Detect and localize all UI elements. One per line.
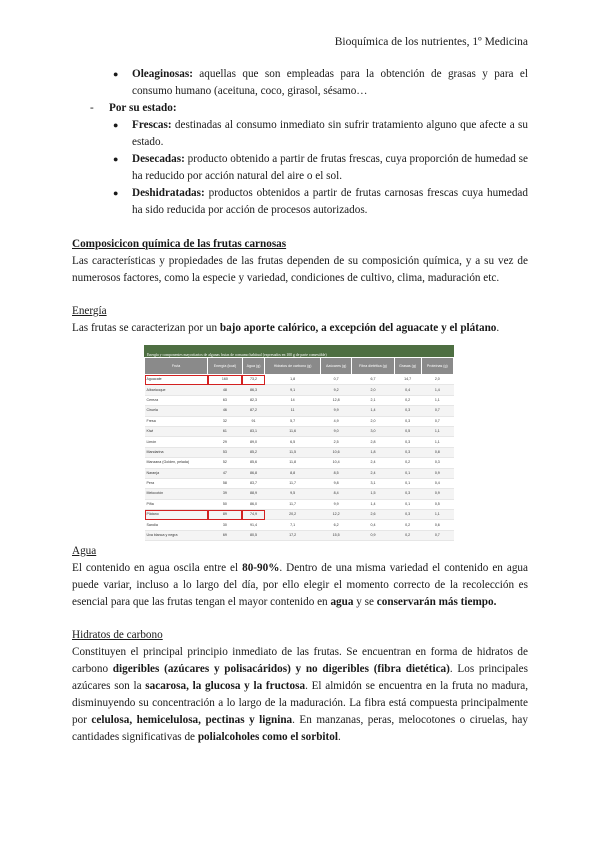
table-cell: 0,3 <box>394 489 421 499</box>
fruit-name-cell: Aguacate <box>145 375 208 385</box>
table-row <box>145 520 454 530</box>
table-cell: 1,4 <box>421 385 453 395</box>
table-cell: 1,1 <box>421 437 453 447</box>
table-cell: 1,1 <box>421 426 453 436</box>
fruit-composition-table <box>144 357 454 541</box>
table-cell: 11,7 <box>265 499 320 509</box>
table-cell: 30 <box>208 520 242 530</box>
table-cell: 0,6 <box>421 520 453 530</box>
table-cell: 14 <box>265 395 320 405</box>
table-cell: 47 <box>208 468 242 478</box>
col-header: Hidratos de carbono (g) <box>265 358 320 375</box>
hidratos-heading: Hidratos de carbono <box>72 629 163 641</box>
table-caption: Energía y componentes mayoritarios de algunas frutas de consumo habitual (expresados en 100 g de parte comestible) <box>144 345 454 357</box>
table-cell: 0,1 <box>394 478 421 488</box>
table-cell: 80,5 <box>242 530 265 540</box>
table-cell: 2,6 <box>352 510 394 520</box>
table-cell: 11,5 <box>265 447 320 457</box>
table-cell: 0,3 <box>394 447 421 457</box>
table-cell: 8,8 <box>265 468 320 478</box>
fruit-name-cell: Plátano <box>145 510 208 520</box>
table-cell: 2,4 <box>352 468 394 478</box>
fruit-name-cell: Melocotón <box>145 489 208 499</box>
table-row <box>145 426 454 436</box>
table-row <box>145 416 454 426</box>
fruit-name-cell: Piña <box>145 499 208 509</box>
table-cell: 0,3 <box>394 510 421 520</box>
list-item: ● Oleaginosas: aquellas que son empleadas para la obtención de grasas y para el consumo humano (aceituna, coco, girasol, sésamo… <box>72 66 528 100</box>
table-row <box>145 458 454 468</box>
table-cell: 2,5 <box>320 437 352 447</box>
table-cell: 0,7 <box>421 406 453 416</box>
table-cell: 88,9 <box>242 489 265 499</box>
table-row <box>145 385 454 395</box>
col-header: Fibra dietética (g) <box>352 358 394 375</box>
table-cell: 9,2 <box>320 385 352 395</box>
table-cell: 52 <box>208 458 242 468</box>
table-cell: 0,2 <box>394 395 421 405</box>
table-cell: 89,0 <box>242 437 265 447</box>
table-cell: 9,9 <box>320 406 352 416</box>
por-estado-heading: - Por su estado: <box>72 100 528 117</box>
table-cell: 91,4 <box>242 520 265 530</box>
table-cell: 61 <box>208 426 242 436</box>
table-cell: 1,4 <box>352 499 394 509</box>
table-cell: 86,3 <box>242 385 265 395</box>
fruit-name-cell: Cereza <box>145 395 208 405</box>
table-row <box>145 478 454 488</box>
table-cell: 0,2 <box>394 458 421 468</box>
table-cell: 32 <box>208 416 242 426</box>
list-item: ● Desecadas: producto obtenido a partir de frutas frescas, cuya proporción de humedad se ha reducido por acción natural del aire o el sol. <box>72 151 528 185</box>
table-cell: 1,1 <box>421 395 453 405</box>
table-cell: 0,3 <box>394 406 421 416</box>
table-cell: 2,8 <box>352 437 394 447</box>
table-cell: 9,1 <box>265 385 320 395</box>
table-cell: 0,9 <box>421 468 453 478</box>
table-row <box>145 510 454 520</box>
table-cell: 15,5 <box>320 530 352 540</box>
table-cell: 1,8 <box>352 447 394 457</box>
table-cell: 2,0 <box>352 416 394 426</box>
table-cell: 86,8 <box>242 468 265 478</box>
table-row <box>145 375 454 385</box>
table-cell: 2,4 <box>352 458 394 468</box>
table-cell: 0,2 <box>394 520 421 530</box>
table-cell: 3,0 <box>352 426 394 436</box>
fruit-name-cell: Mandarina <box>145 447 208 457</box>
table-cell: 48 <box>208 385 242 395</box>
table-cell: 8,5 <box>320 468 352 478</box>
col-header: Agua (g) <box>242 358 265 375</box>
col-header: Proteínas (g) <box>421 358 453 375</box>
table-cell: 6,2 <box>320 520 352 530</box>
table-cell: 2,1 <box>352 395 394 405</box>
table-cell: 0,1 <box>394 468 421 478</box>
fruit-name-cell: Uva blanca y negra <box>145 530 208 540</box>
oleaginosas-list <box>72 66 528 100</box>
table-cell: 46 <box>208 406 242 416</box>
table-header-row <box>145 358 454 375</box>
table-cell: 69 <box>208 530 242 540</box>
table-cell: 73,2 <box>242 375 265 385</box>
agua-paragraph: El contenido en agua oscila entre el 80-90%. Dentro de una misma variedad el contenido en agua puede variar, incluso a lo largo del día, por ello elegir el momento correcto de la recolección es esencial para que las frutas tengan el mayor contenido en agua y se conservarán más tiempo. <box>72 562 528 608</box>
table-cell: 50 <box>208 499 242 509</box>
table-cell: 4,9 <box>320 416 352 426</box>
table-cell: 11,6 <box>265 426 320 436</box>
table-cell: 0,4 <box>352 520 394 530</box>
table-cell: 53 <box>208 447 242 457</box>
list-item: ● Deshidratadas: productos obtenidos a partir de frutas carnosas frescas cuya humedad ha sido reducida por acción de procesos autorizados. <box>72 185 528 219</box>
table-cell: 6,7 <box>352 375 394 385</box>
table-cell: 87,2 <box>242 406 265 416</box>
table-cell: 9,5 <box>265 489 320 499</box>
fruit-name-cell: Albaricoque <box>145 385 208 395</box>
table-row <box>145 447 454 457</box>
fruit-name-cell: Manzana (Golden, pelada) <box>145 458 208 468</box>
table-cell: 11,7 <box>265 478 320 488</box>
table-cell: 74,9 <box>242 510 265 520</box>
table-row <box>145 437 454 447</box>
table-row <box>145 406 454 416</box>
table-cell: 17,2 <box>265 530 320 540</box>
table-cell: 6,5 <box>265 437 320 447</box>
document-body <box>72 66 528 746</box>
energia-paragraph: Las frutas se caracterizan por un bajo aporte calórico, a excepción del aguacate y el plátano. <box>72 322 500 334</box>
table-cell: 2,0 <box>352 385 394 395</box>
table-cell: 3,1 <box>352 478 394 488</box>
table-cell: 0,8 <box>421 447 453 457</box>
table-cell: 0,3 <box>421 458 453 468</box>
table-row <box>145 489 454 499</box>
table-cell: 12,8 <box>320 395 352 405</box>
col-header: Grasas (g) <box>394 358 421 375</box>
table-cell: 9,9 <box>320 499 352 509</box>
page-header: Bioquímica de los nutrientes, 1º Medicina <box>334 36 528 48</box>
table-cell: 9,0 <box>320 426 352 436</box>
table-cell: 20,2 <box>265 510 320 520</box>
hidratos-paragraph: Constituyen el principal principio inmediato de las frutas. Se encuentran en forma de hidratos de carbono digeribles (azúcares y polisacáridos) y no digeribles (fibra dietética). Los principales azúcares son la sacarosa, la glucosa y la fructosa. El almidón se encuentra en la fruta no madura, disminuyendo su concentración a lo largo de la maduración. La fibra está compuesta principalmente por celulosa, hemicelulosa, pectinas y lignina. En manzanas, peras, melocotones o ciruelas, hay cantidades significativas de polialcoholes como el sorbitol. <box>72 646 529 743</box>
table-cell: 11,8 <box>265 458 320 468</box>
table-cell: 0,7 <box>421 530 453 540</box>
table-cell: 8,4 <box>320 489 352 499</box>
table-cell: 5,7 <box>265 416 320 426</box>
table-cell: 0,5 <box>394 426 421 436</box>
table-cell: 10,4 <box>320 458 352 468</box>
table-cell: 1,1 <box>421 510 453 520</box>
col-header: Fruta <box>145 358 208 375</box>
table-cell: 0,7 <box>320 375 352 385</box>
table-cell: 91 <box>242 416 265 426</box>
table-row <box>145 468 454 478</box>
table-cell: 1,8 <box>265 375 320 385</box>
table-cell: 83,7 <box>242 478 265 488</box>
table-cell: 0,5 <box>421 499 453 509</box>
table-cell: 0,3 <box>394 437 421 447</box>
table-cell: 85,2 <box>242 447 265 457</box>
fruit-name-cell: Ciruela <box>145 406 208 416</box>
fruit-name-cell: Sandía <box>145 520 208 530</box>
table-cell: 29 <box>208 437 242 447</box>
col-header: Energía (kcal) <box>208 358 242 375</box>
agua-heading: Agua <box>72 545 97 557</box>
fruit-name-cell: Fresa <box>145 416 208 426</box>
fruit-name-cell: Limón <box>145 437 208 447</box>
fruit-name-cell: Kiwi <box>145 426 208 436</box>
table-cell: 0,9 <box>352 530 394 540</box>
estado-list <box>72 117 528 219</box>
col-header: Azúcares (g) <box>320 358 352 375</box>
table-row <box>145 530 454 540</box>
table-cell: 0,4 <box>421 478 453 488</box>
table-cell: 11 <box>265 406 320 416</box>
fruit-name-cell: Naranja <box>145 468 208 478</box>
composicion-paragraph: Las características y propiedades de las frutas dependen de su composición química, y a su vez de numerosos factores, como la especie y variedad, condiciones de cultivo, clima, maduración etc. <box>72 255 528 284</box>
table-cell: 83,1 <box>242 426 265 436</box>
table-cell: 63 <box>208 395 242 405</box>
table-cell: 85,6 <box>242 458 265 468</box>
table-cell: 0,9 <box>421 489 453 499</box>
table-cell: 160 <box>208 375 242 385</box>
table-cell: 7,1 <box>265 520 320 530</box>
table-cell: 10,6 <box>320 447 352 457</box>
energia-heading: Energía <box>72 305 107 317</box>
table-cell: 14,7 <box>394 375 421 385</box>
table-cell: 0,2 <box>394 530 421 540</box>
fruit-name-cell: Pera <box>145 478 208 488</box>
table-cell: 2,0 <box>421 375 453 385</box>
table-cell: 9,8 <box>320 478 352 488</box>
table-cell: 86,0 <box>242 499 265 509</box>
table-cell: 1,5 <box>352 489 394 499</box>
table-body <box>145 375 454 541</box>
table-cell: 58 <box>208 478 242 488</box>
table-cell: 39 <box>208 489 242 499</box>
table-cell: 0,3 <box>394 416 421 426</box>
table-cell: 0,4 <box>394 385 421 395</box>
table-row <box>145 499 454 509</box>
table-cell: 1,4 <box>352 406 394 416</box>
table-cell: 0,7 <box>421 416 453 426</box>
fruit-composition-table-figure <box>144 345 454 538</box>
table-row <box>145 395 454 405</box>
table-cell: 82,3 <box>242 395 265 405</box>
table-cell: 89 <box>208 510 242 520</box>
list-item: ● Frescas: destinadas al consumo inmediato sin sufrir tratamiento alguno que afecte a su estado. <box>72 117 528 151</box>
composicion-heading: Composicicon química de las frutas carnosas <box>72 238 287 250</box>
table-cell: 0,1 <box>394 499 421 509</box>
table-cell: 12,2 <box>320 510 352 520</box>
